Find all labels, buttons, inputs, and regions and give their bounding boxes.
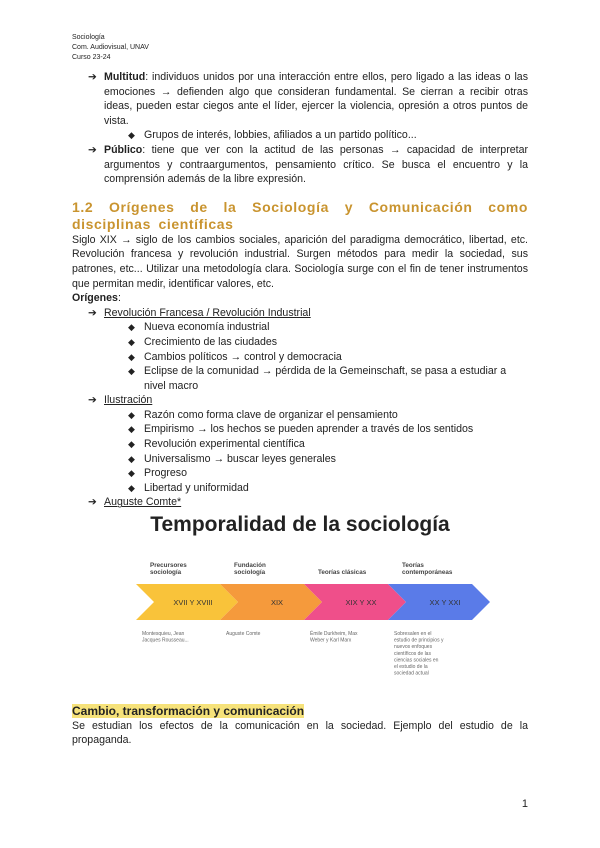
timeline-stage-note: Auguste Comte [226, 631, 261, 638]
chart-title: Temporalidad de la sociología [150, 513, 450, 537]
timeline-stage-note: Weber y Karl Marx [310, 637, 352, 644]
arrow-bullet-icon: ➔ [88, 496, 97, 509]
list-item [72, 437, 528, 452]
timeline-stage-note: nuevos enfoques [394, 644, 433, 651]
timeline-stage-label: sociología [150, 569, 182, 577]
cambio-heading-text: Cambio, transformación y comunicación [72, 704, 305, 719]
diamond-bullet-icon: ◆ [128, 453, 135, 464]
arrow-bullet-icon: ➔ [88, 143, 97, 156]
timeline-stage-label: Precursores [150, 562, 187, 570]
list-item [72, 320, 528, 335]
list-item [72, 481, 528, 496]
timeline-stage-label: Teorías clásicas [318, 569, 367, 577]
diamond-bullet-icon: ◆ [128, 336, 135, 347]
ilustracion-item [72, 393, 528, 408]
timeline-stage-note: Émile Durkheim, Max [310, 631, 358, 638]
timeline-stage-label: Teorías [402, 562, 424, 570]
list-item-text: Libertad y uniformidad [144, 481, 249, 494]
diamond-bullet-icon: ◆ [128, 439, 135, 450]
multitud-item [72, 70, 528, 128]
revolucion-item [72, 306, 528, 321]
list-item-text: Universalismo → buscar leyes generales [144, 452, 336, 465]
diamond-bullet-icon: ◆ [128, 322, 135, 333]
list-item-text: Crecimiento de las ciudades [144, 335, 278, 348]
publico-text: : tiene que ver con la actitud de las personas → capacidad de interpretar argumentos y contraargumentos, pensamiento crítico. Se busca el encuentro y la comprensión además de la libre expresión. [104, 143, 528, 186]
timeline-stage-note: Jacques Rousseau... [142, 637, 189, 644]
arrow-bullet-icon: ➔ [88, 71, 97, 83]
timeline-stage-period: XIX [270, 598, 284, 608]
list-item [72, 350, 528, 365]
timeline-figure [72, 513, 528, 696]
publico-term: Público [104, 143, 143, 156]
list-item [72, 466, 528, 481]
header-subject: Sociología [72, 34, 105, 41]
multitud-text: : individuos unidos por una interacción entre ellos, pero ligado a las ideas o las emociones → defienden algo que consideran fundamental. Se cierran a recibir otras ideas, pueden estar ciegos ante el líder, ejercer la violencia, opresión a otros puntos de vista. [104, 71, 528, 127]
comte-item [72, 495, 528, 510]
timeline-stage-period: XVII Y XVIII [173, 598, 213, 608]
header-course: Com. Audiovisual, UNAV [72, 44, 149, 51]
origins-label-row [72, 291, 528, 306]
publico-item [72, 143, 528, 187]
list-item-text: Empirismo → los hechos se pueden aprender a través de los sentidos [144, 423, 474, 436]
list-item-text: Razón como forma clave de organizar el pensamiento [144, 408, 398, 421]
diamond-bullet-icon: ◆ [128, 130, 135, 141]
timeline-stage-period: XIX Y XX [345, 598, 377, 608]
arrow-bullet-icon: ➔ [88, 306, 97, 319]
timeline-stage-label: Fundación [234, 562, 266, 570]
diamond-bullet-icon: ◆ [128, 424, 135, 435]
timeline-stage-note: ciencias sociales en [394, 657, 439, 664]
list-item [72, 452, 528, 467]
diamond-bullet-icon: ◆ [128, 366, 135, 377]
list-item [72, 335, 528, 350]
list-item-text: Cambios políticos → control y democracia [144, 350, 342, 363]
arrow-bullet-icon: ➔ [88, 394, 97, 407]
ilustracion-title: Ilustración [104, 394, 153, 407]
timeline-stage-note: Sobresalen en el [394, 631, 432, 638]
timeline-chart [72, 513, 528, 696]
document-body [72, 70, 528, 748]
comte-title: Auguste Comte* [104, 496, 182, 509]
list-item [72, 422, 528, 437]
timeline-stage-period: XX Y XXI [429, 598, 461, 608]
origins-label: Orígenes [72, 292, 118, 305]
diamond-bullet-icon: ◆ [128, 409, 135, 420]
multitud-term: Multitud [104, 71, 146, 83]
header-year: Curso 23-24 [72, 54, 111, 61]
page-number: 1 [521, 798, 528, 810]
cambio-heading [72, 704, 528, 719]
diamond-bullet-icon: ◆ [128, 468, 135, 479]
timeline-stage-note: científicos de las [394, 650, 431, 657]
revolucion-title: Revolución Francesa / Revolución Industrial [104, 306, 311, 319]
multitud-subitem [72, 128, 528, 143]
page-header [72, 33, 149, 63]
timeline-stage-note: estudio de principios y [394, 637, 444, 644]
timeline-stage-note: Montesquieu, Jean [142, 631, 185, 638]
list-item-text: Revolución experimental científica [144, 438, 305, 451]
timeline-stage-label: contemporáneas [402, 569, 453, 577]
timeline-stage-note: sociedad actual [394, 670, 429, 677]
section-heading: 1.2 Orígenes de la Sociología y Comunicación como disciplinas científicas [72, 198, 528, 232]
list-item [72, 408, 528, 423]
multitud-subitem-text: Grupos de interés, lobbies, afiliados a un partido político... [144, 129, 417, 142]
list-item [72, 364, 528, 393]
section-intro: Siglo XIX → siglo de los cambios sociales, aparición del paradigma democrático, libertad, etc. Revolución francesa y revolución industrial. Surgen métodos para medir la sociedad, sus patrones, etc... Utilizar una metodología clara. Sociología surge con el fin de tener instrumentos que permitan medir, identificar valores, etc. [72, 233, 528, 290]
cambio-text: Se estudian los efectos de la comunicación en la sociedad. Ejemplo del estudio de la propaganda. [72, 719, 528, 747]
list-item-text: Eclipse de la comunidad → pérdida de la Gemeinschaft, se pasa a estudiar a nivel macro [144, 365, 507, 392]
diamond-bullet-icon: ◆ [128, 482, 135, 493]
timeline-stage-note: el estudio de la [394, 664, 428, 671]
list-item-text: Nueva economía industrial [144, 321, 270, 334]
origins-colon: : [117, 292, 121, 305]
list-item-text: Progreso [144, 467, 187, 480]
timeline-stage-label: sociología [234, 569, 266, 577]
diamond-bullet-icon: ◆ [128, 351, 135, 362]
